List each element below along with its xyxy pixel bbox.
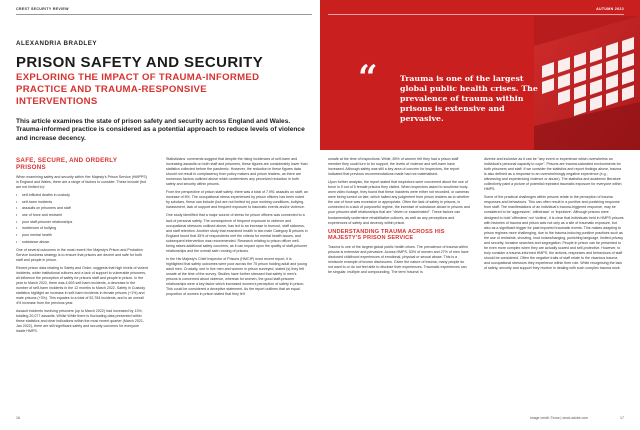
image-credit: Image credit: ©rose | stock.adobe.com (529, 416, 588, 420)
text-column-4 (484, 157, 624, 274)
paragraph: Statisticians' comments suggest that despite the rising incidences of self-harm and increasing assaults on both staff and prisoners, these figures are considerably lower than statistics collected before the pandemic. However, the reduction in these figures data should not result in complacency from policy makers and prison leaders, as there are numerous factors outlined above which undermines any perceived reduction in both safety and security within prisons. (166, 157, 308, 187)
header-rule (328, 14, 624, 15)
list-item: • use of force and restraint (16, 213, 148, 218)
list-item: • self-inflicted deaths in custody (16, 193, 148, 198)
paragraph: Assault incidents involving prisoners (up to March 2022) had increased by 13%, totalling 20,077 assaults. Whilst While there is fluctuating data presented within these statistics and clear indications within the most recent quarter (March 2021-Jan 2022), there are still significant safety and security concerns for everyone inside HMPS. (16, 309, 145, 334)
article-intro: This article examines the state of prison safety and security across England and Wales. Trauma-informed practice is considered as a potential approach to reduce levels of violence and increase decency. (16, 118, 305, 142)
paragraph: Trauma is one of the largest global public health crises. The prevalence of trauma within prisons is extensive and pervasive. Across HMPS, 53% of women and 27% of men have disclosed childhood experiences of emotional, physical or sexual abuse. This is a miniscule example of known disclosures. Given the nature of trauma, many people do not want to or do not feel able to disclose their experiences. Traumatic experiences can be singular, multiple and compounding. The term 'trauma' is (328, 245, 469, 275)
paragraph: From the perspective of prison staff safety, there was a total of 7,991 assaults on staff, an increase of 8%. The occupational stress experienced by prison officers has been noted by scholars, these can include (but are not limited to) poor working conditions, bullying, harassment, lack of support and frequent exposure to traumatic events and/or violence. (166, 190, 308, 210)
paragraph: One of several outcomes in the most recent Her Majesty's Prison and Probation Service business strategy is to ensure that prisons are decent and safe for both staff and people in prison. (16, 247, 143, 262)
header-rule (16, 14, 312, 15)
paragraph: When examining safety and security within Her Majesty's Prison Service (HMPPS) in England and Wales, there are a range of factors to consider. These include (but are not limited to): (16, 175, 147, 190)
paragraph: Upon further analysis, the report stated that inspectors were concerned about the use of force in 5 out of 5 female prisons they visited. When inspectors asked to scrutinise body-worn video footage, they found that these incidents were either not recorded, or cameras were being turned on late, which halted any judgement from prison leaders as to whether the use of force was excessive or appropriate. Often the lack of safety in prisons, is connected to a lack of purposeful regime, the increase of substance abuse in prisons and poor prisoner-staff relationships that are "driven or exacerbated". These factors can fundamentally undermine rehabilitative cultures, as well as any perceptions and experiences of safety and decency within prison. (328, 180, 470, 225)
text-column-1 (16, 157, 148, 337)
paragraph: One study identified that a major source of stress for prison officers was connected to a lack of personal safety. The consequence of frequent exposure to violence and occupational stressors outlined above, has led to an increase in burnout, staff sickness, and staff retention. Another study that examined health in two male Category B prisons in England found that 35% of respondents met the criteria for mental health issues, and subsequent intervention was recommended. Research relating to prison officer well-being raises additional safety concerns, as it can impact upon the quality of staff-prisoner relationships and the overall safe running of prisons. (166, 213, 308, 253)
list-item: • self-harm incidents (16, 200, 148, 205)
page-number-right: 17 (620, 416, 624, 420)
quote-mark-icon: “ (358, 58, 378, 98)
article-subtitle: EXPLORING THE IMPACT OF TRAUMA-INFORMED PRACTICE AND TRAUMA-RESPONSIVE INTERVENTIONS (16, 72, 260, 107)
list-item: • substance abuse. (16, 240, 148, 245)
paragraph: diverse and inclusive as it can be "any event or experience which overwhelms an individual's personal capacity to cope". Prisons are trauma-saturated environments for both prisoners and staff. If we consider the statistics and report findings above, trauma is also defined as a response to an overwhelmingly negative experience (e.g., witnessing and experiencing violence or abuse). The statistics and academic literature collectively paint a picture of potential repeated traumatic exposure for everyone within HMPS. (484, 157, 622, 192)
paragraph: unsafe at the time of inspections. While, 85% of women felt they had a prison staff member they could turn to for support, the levels of violence and self-harm have increased. Although safety was still a key area of concern for inspectors, the report indicated that previous recommendations made had not materialised. (328, 157, 460, 177)
factor-list (16, 193, 148, 245)
list-item: • incidences of bullying (16, 226, 148, 231)
list-item: • poor mental health (16, 233, 148, 238)
page-number-left: 16 (16, 416, 20, 420)
author-name: ALEXANDRIA BRADLEY (16, 40, 97, 47)
pull-quote: Trauma is one of the largest global public health crises. The prevalence of trauma within prisons is extensive and pervasive. (400, 74, 538, 123)
right-page (320, 0, 640, 430)
pull-quote-panel (320, 0, 640, 150)
publication-name: CREST SECURITY REVIEW (16, 7, 69, 11)
text-column-3 (328, 157, 470, 278)
section-heading: SAFE, SECURE, AND ORDERLY PRISONS (16, 157, 118, 171)
text-column-2 (166, 157, 308, 300)
paragraph: Recent prison data relating to Safety and Order, suggests that high levels of violent incidents, wider institutional cultures and a lack of support to vulnerable prisoners, all influence the perception of safety for prisons staff and people in prison. In the year to March 2022, there was 4,693 self-harm incidents, a decrease in the number of self-harm incidents in the 12 months to March 2022. Safety in Custody statistics highlight an increase in self-harm incidents in female prisons (+1%) and male prisons (+3%). This equates to a total of 52,784 incidents, and is an overall 4% increase from the previous year. (16, 265, 148, 306)
section-heading: UNDERSTANDING TRAUMA ACROSS HIS MAJESTY'S PRISON SERVICE (328, 228, 445, 242)
issue-label: AUTUMN 2022 (596, 7, 624, 11)
list-item: • assaults on prisoners and staff (16, 206, 148, 211)
list-item: • poor staff-prisoner relationships (16, 220, 148, 225)
paragraph: In the His Majesty's Chief Inspector of Prisons (HMCIP) most recent report, it is highlighted that safety outcomes were poor across the 75 prison holding adult and young adult men. Crucially, one in five men and women in prison surveyed, stated (s) they felt unsafe at the time of the survey. Studies have further stressed that safety in men's prisons is concerned about violence, whereas for women, the good staff-prisoner relationships were a key factor which increased women's perception of safety in prison. This could be considered a deceptive statement. As the report outlines that an equal proportion of women in prison stated that they felt (166, 256, 308, 297)
article-title: PRISON SAFETY AND SECURITY (16, 54, 264, 71)
paragraph: Some of the practical challenges within prisons relate to the perception of trauma responses and behaviours. This can often result in a punitive and punishing response from staff. The manifestations of an individual's trauma-triggered response, may be considered to be 'aggressive', 'withdrawn' or 'impulsive'. Although prisons were designed to hold 'offenders' not 'victims', it is clear that individuals held in HMPS prisons with histories of trauma and prison acts not only as a site of traumatic exposure, but also as a significant trigger for past imported traumatic events. This makes adapting to prison regimes more challenging, due to the trauma-inducing punitive practices such as the use of restraints, shouting, loud noises/banging, punishing language, limited privacy and security, invasive searches and segregation. People in prison can be presented to be even more complex when they are actually scared and self-protective. However, to truly consider a trauma-informed HMPS, the actions, responses and behaviours of staff should be considered. Often the negative traits of staff relate to the vicarious trauma and occupational stressors they experience within their role. While recognising the lack of safety, security and support they receive in dealing with such complex trauma work. (484, 195, 624, 270)
